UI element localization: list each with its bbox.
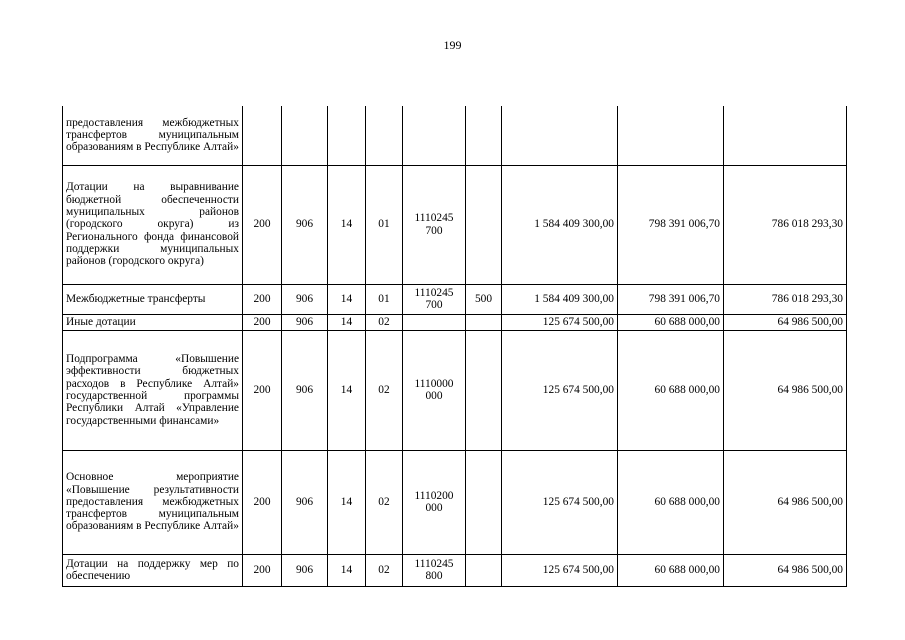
expense-type-cell	[466, 106, 502, 165]
ministry-code-cell: 906	[282, 165, 328, 284]
ministry-code-cell: 906	[282, 554, 328, 586]
admin-code-cell: 200	[243, 165, 282, 284]
subsection-code-cell: 01	[366, 165, 403, 284]
expense-type-cell	[466, 314, 502, 330]
subsection-code-cell: 02	[366, 554, 403, 586]
row-name-cell: Дотации на поддержку мер по обеспечению	[63, 554, 243, 586]
budget-table	[62, 106, 847, 587]
row-name-cell: Иные дотации	[63, 314, 243, 330]
subsection-code-cell: 02	[366, 450, 403, 554]
target-code-cell	[403, 314, 466, 330]
amount-year2-cell: 798 391 006,70	[618, 165, 724, 284]
ministry-code-cell: 906	[282, 330, 328, 450]
table-row	[63, 330, 847, 450]
table-row	[63, 554, 847, 586]
amount-year1-cell: 125 674 500,00	[502, 554, 618, 586]
ministry-code-cell: 906	[282, 450, 328, 554]
ministry-code-cell	[282, 106, 328, 165]
amount-year1-cell: 1 584 409 300,00	[502, 165, 618, 284]
table-row	[63, 106, 847, 165]
target-code-cell	[403, 106, 466, 165]
amount-year1-cell: 1 584 409 300,00	[502, 284, 618, 314]
subsection-code-cell: 02	[366, 330, 403, 450]
admin-code-cell: 200	[243, 554, 282, 586]
amount-year3-cell: 786 018 293,30	[724, 165, 847, 284]
subsection-code-cell: 01	[366, 284, 403, 314]
ministry-code-cell: 906	[282, 284, 328, 314]
section-code-cell: 14	[328, 284, 366, 314]
row-name-cell: Дотации на выравнивание бюджетной обеспеченности муниципальных районов (городского округа) из Регионального фонда финансовой поддержки муниципальных районов (городского округа)	[63, 165, 243, 284]
row-name-cell: Основное мероприятие «Повышение результативности предоставления межбюджетных трансфертов муниципальным образованиям в Республике Алтай»	[63, 450, 243, 554]
page-number: 199	[443, 38, 462, 52]
amount-year1-cell: 125 674 500,00	[502, 330, 618, 450]
target-code-cell: 1110245 700	[403, 165, 466, 284]
amount-year2-cell: 60 688 000,00	[618, 314, 724, 330]
section-code-cell	[328, 106, 366, 165]
amount-year3-cell: 64 986 500,00	[724, 314, 847, 330]
amount-year2-cell: 60 688 000,00	[618, 330, 724, 450]
subsection-code-cell	[366, 106, 403, 165]
target-code-cell: 1110200 000	[403, 450, 466, 554]
admin-code-cell	[243, 106, 282, 165]
amount-year3-cell: 64 986 500,00	[724, 330, 847, 450]
expense-type-cell	[466, 554, 502, 586]
table-row	[63, 165, 847, 284]
amount-year2-cell: 798 391 006,70	[618, 284, 724, 314]
subsection-code-cell: 02	[366, 314, 403, 330]
amount-year3-cell: 64 986 500,00	[724, 554, 847, 586]
amount-year2-cell: 60 688 000,00	[618, 554, 724, 586]
row-name-cell: предоставления межбюджетных трансфертов муниципальным образованиям в Республике Алтай»	[63, 106, 243, 165]
target-code-cell: 1110245 800	[403, 554, 466, 586]
amount-year1-cell: 125 674 500,00	[502, 314, 618, 330]
ministry-code-cell: 906	[282, 314, 328, 330]
section-code-cell: 14	[328, 450, 366, 554]
admin-code-cell: 200	[243, 450, 282, 554]
expense-type-cell: 500	[466, 284, 502, 314]
admin-code-cell: 200	[243, 314, 282, 330]
amount-year3-cell: 786 018 293,30	[724, 284, 847, 314]
amount-year3-cell: 64 986 500,00	[724, 450, 847, 554]
amount-year3-cell	[724, 106, 847, 165]
amount-year2-cell: 60 688 000,00	[618, 450, 724, 554]
row-name-cell: Межбюджетные трансферты	[63, 284, 243, 314]
table-row	[63, 284, 847, 314]
section-code-cell: 14	[328, 554, 366, 586]
expense-type-cell	[466, 450, 502, 554]
section-code-cell: 14	[328, 314, 366, 330]
section-code-cell: 14	[328, 330, 366, 450]
expense-type-cell	[466, 330, 502, 450]
section-code-cell: 14	[328, 165, 366, 284]
amount-year2-cell	[618, 106, 724, 165]
target-code-cell: 1110245 700	[403, 284, 466, 314]
amount-year1-cell: 125 674 500,00	[502, 450, 618, 554]
row-name-cell: Подпрограмма «Повышение эффективности бюджетных расходов в Республике Алтай» государственной программы Республики Алтай «Управление государственными финансами»	[63, 330, 243, 450]
target-code-cell: 1110000 000	[403, 330, 466, 450]
expense-type-cell	[466, 165, 502, 284]
amount-year1-cell	[502, 106, 618, 165]
table-row	[63, 314, 847, 330]
admin-code-cell: 200	[243, 284, 282, 314]
table-row	[63, 450, 847, 554]
admin-code-cell: 200	[243, 330, 282, 450]
